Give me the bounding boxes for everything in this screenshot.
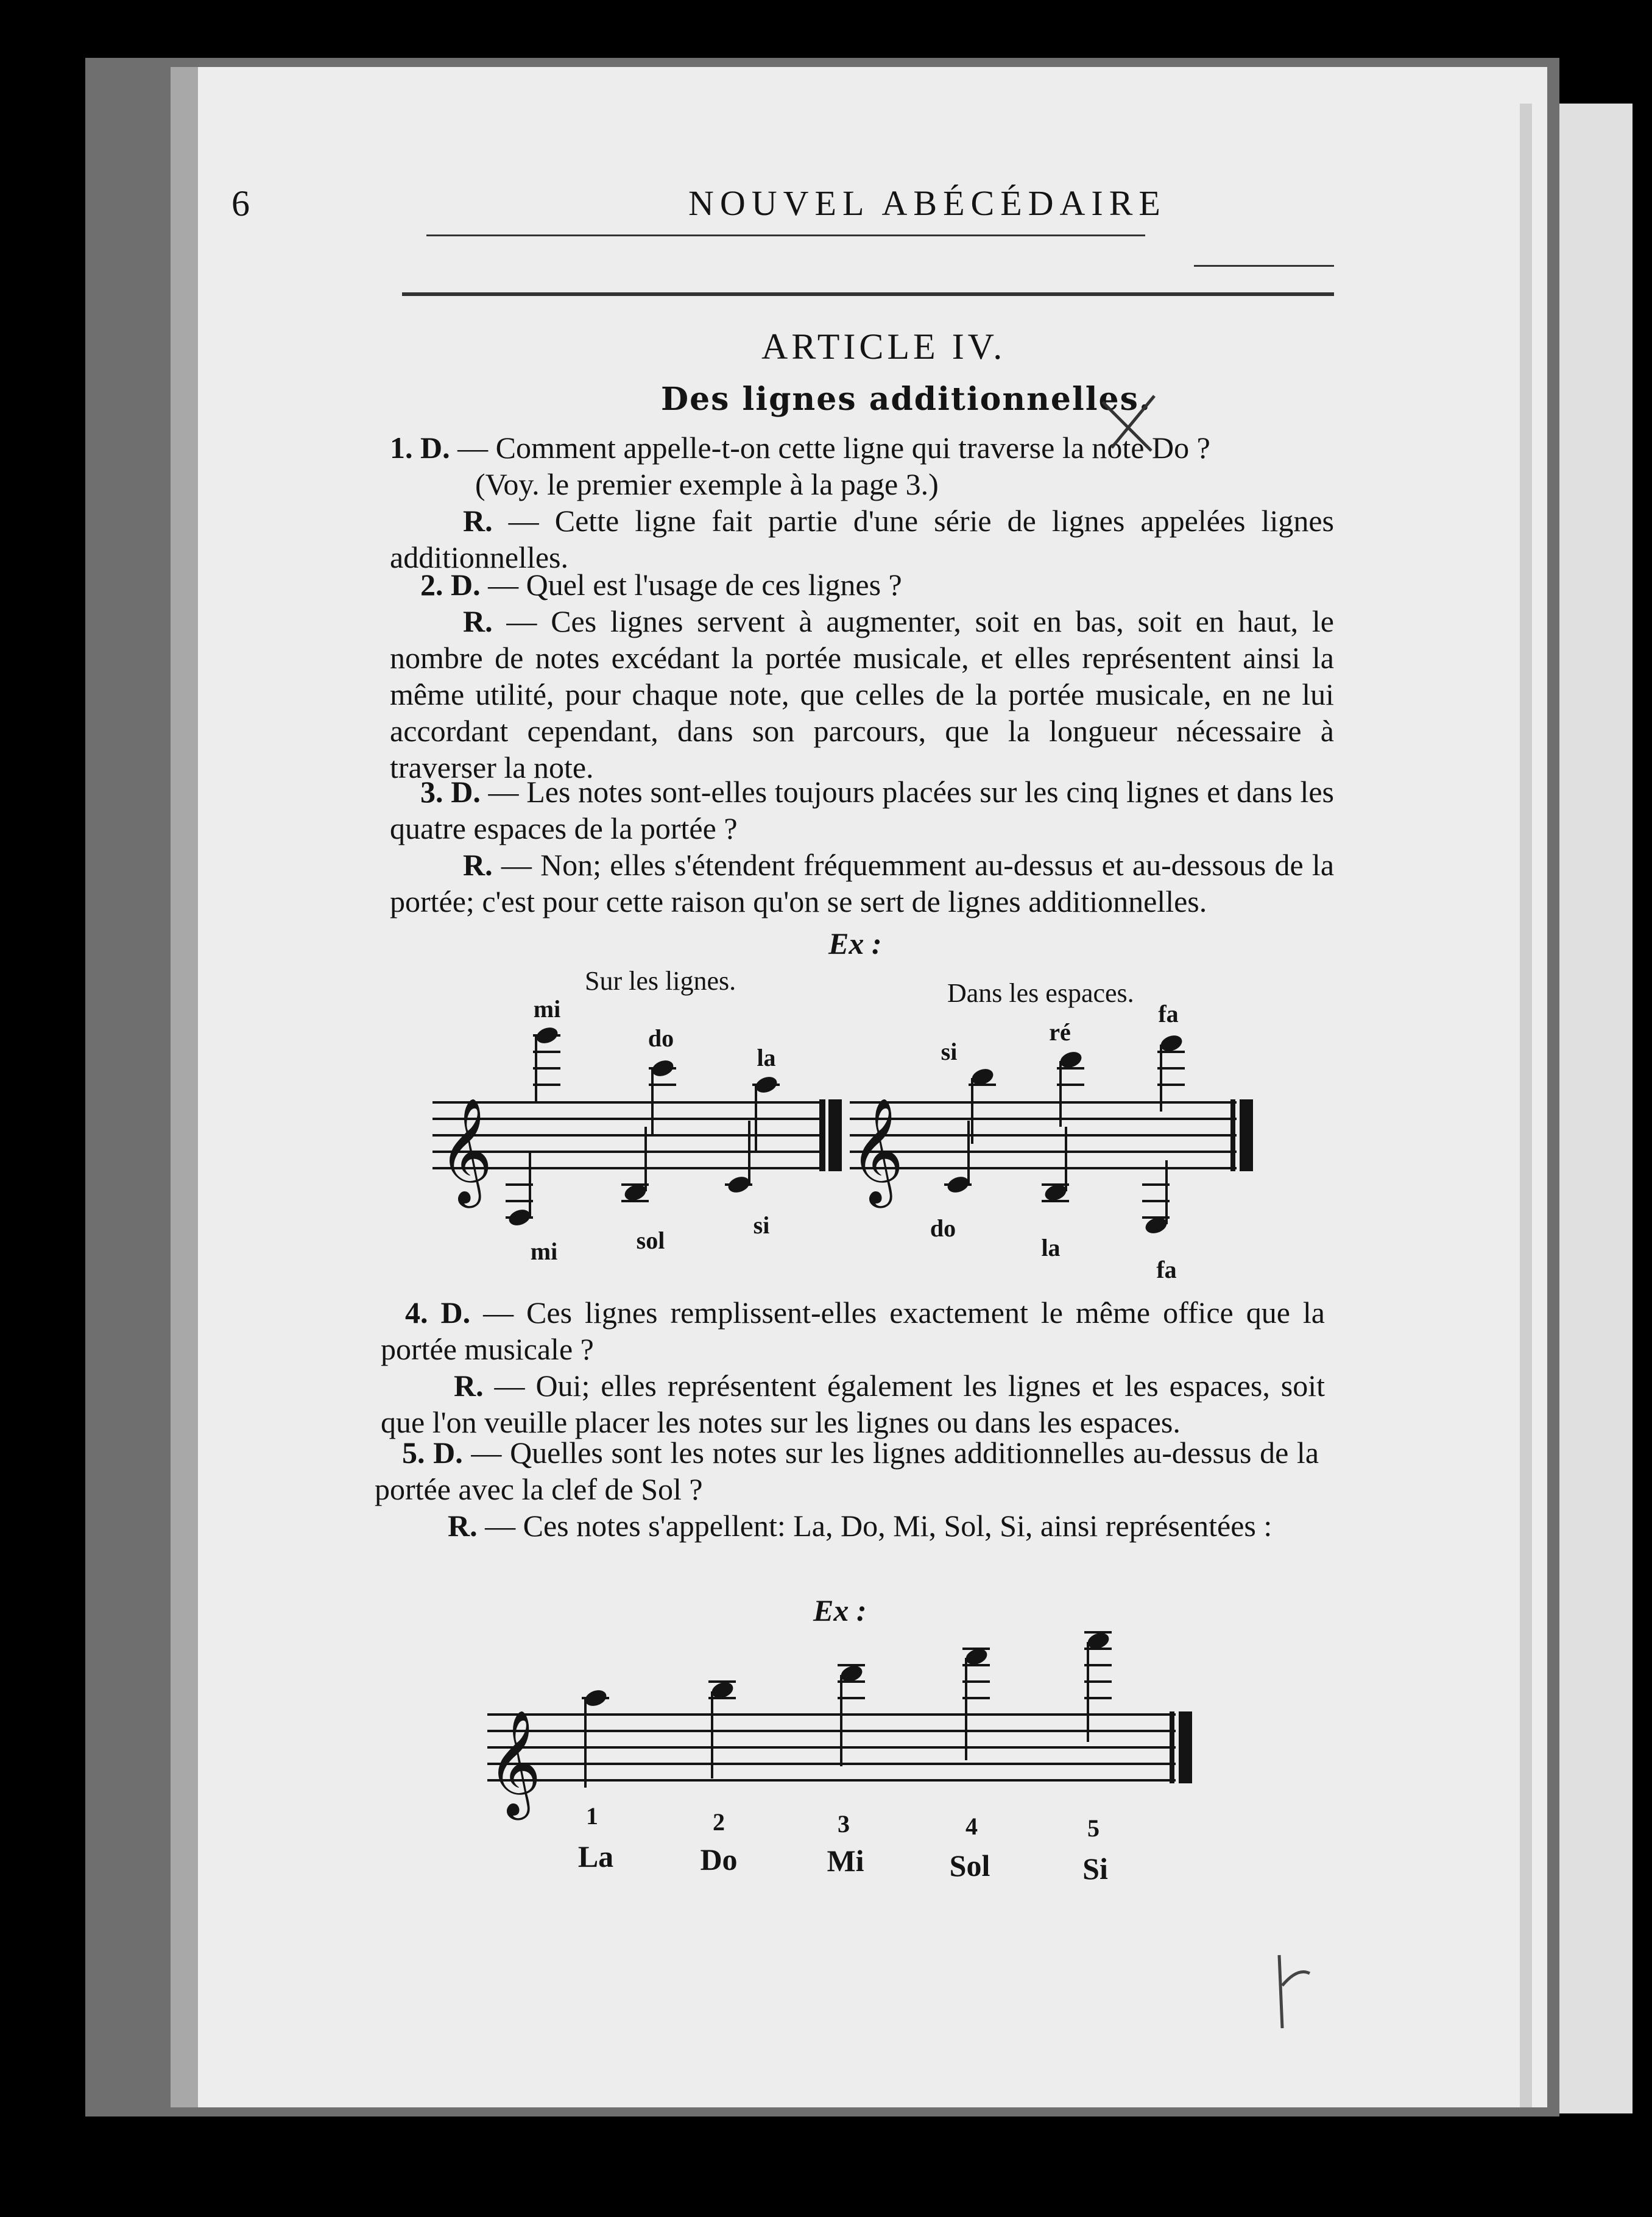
example-2-staff [475,1620,1206,1900]
note-name-do: Do [700,1842,738,1877]
note-si-below [725,1121,752,1195]
staff-lines-in-spaces [850,1102,1237,1168]
caption-on-lines: Sur les lignes. [585,966,736,996]
running-title: NOUVEL ABÉCÉDAIRE [688,183,1167,223]
note-fa-space-above [1157,1033,1185,1112]
qa-3 [390,774,1334,920]
treble-clef-icon: 𝄞 [439,1098,493,1204]
label-la-space: la [1041,1234,1061,1261]
note-mi-above [533,1025,560,1102]
question-lead: 3. D. [420,775,481,809]
note-number-2: 2 [713,1808,725,1836]
label-fa-space-below: fa [1156,1256,1177,1283]
article-subtitle: Des lignes additionnelles. [661,381,1151,418]
note-name-sol: Sol [949,1849,990,1883]
example-1-label: Ex : [828,926,882,960]
answer-label: R. [463,504,493,538]
answer-label: R. [448,1509,478,1543]
final-bar-thin [1230,1099,1235,1171]
answer-text: — Cette ligne fait partie d'une série de lignes appelées lignes additionnelles. [390,504,1334,574]
label-si-below: si [753,1211,770,1239]
article-title: ARTICLE IV. [761,326,1006,367]
note-mi-below [506,1151,533,1228]
note-4-sol [962,1646,990,1760]
qa-1 [390,429,1334,576]
page-gutter [171,67,198,2107]
note-do-above [649,1058,676,1135]
note-fa-space-below [1142,1160,1170,1236]
header-rule-top [426,234,1145,236]
answer-label: R. [463,604,493,638]
answer-text: — Non; elles s'étendent fréquemment au-dessus et au-dessous de la portée; c'est pour cette raison qu'on se sert de lignes additionnelles. [390,848,1335,918]
example-2-label: Ex : [813,1593,867,1627]
note-name-mi: Mi [827,1844,864,1878]
staff-lines [487,1715,1176,1780]
note-la-above [752,1074,780,1152]
note-sol-below [621,1127,649,1203]
label-fa-space-above: fa [1158,1000,1179,1027]
note-1-la [582,1688,609,1788]
note-5-si [1084,1630,1112,1742]
answer-text: — Ces lignes servent à augmenter, soit en bas, soit en haut, le nombre de notes excédant la portée musicale, et elles représentent ainsi la même utilité, pour chaque note, que celles de la portée musicale, en ne lui accordant cependant, dans son parcours, que la longueur nécessaire à traverser la note. [390,604,1335,784]
answer-text: — Ces notes s'appellent: La, Do, Mi, Sol, Si, ainsi représentées : [485,1509,1273,1543]
double-bar-thin [819,1099,825,1171]
question-lead: 1. D. [390,431,450,465]
question-text: — Ces lignes remplissent-elles exactement le même office que la portée musicale ? [381,1295,1325,1366]
note-number-3: 3 [838,1810,850,1838]
answer-text: — Oui; elles représentent également les lignes et les espaces, soit que l'on veuille placer les notes sur les lignes ou dans les espaces. [381,1369,1325,1439]
reference-text: (Voy. le premier exemple à la page 3.) [475,467,939,501]
question-text: — Quelles sont les notes sur les lignes additionnelles au-dessus de la portée avec la clef de Sol ? [375,1436,1319,1506]
header-rule-bottom [402,292,1334,296]
qa-2 [390,566,1334,786]
note-name-si: Si [1082,1852,1108,1886]
final-bar-thick [1240,1099,1253,1171]
handwritten-x-mark [1096,390,1170,463]
adjacent-page [1559,104,1633,2113]
final-bar-thin [1170,1711,1174,1783]
qa-4 [381,1294,1325,1440]
double-bar-thick [828,1099,842,1171]
label-la-above: la [757,1044,776,1071]
question-lead: 2. D. [420,568,481,602]
page-number: 6 [231,183,250,224]
note-la-space [1042,1127,1069,1203]
treble-clef-icon: 𝄞 [487,1710,542,1816]
question-text: — Les notes sont-elles toujours placées sur les cinq lignes et dans les quatre espaces de la portée ? [390,775,1334,845]
example-1-staves [420,999,1285,1291]
note-number-5: 5 [1087,1814,1100,1842]
qa-5 [375,1434,1319,1544]
note-do-space [944,1121,972,1195]
adjacent-page-edge [1520,104,1532,2107]
question-text: — Quel est l'usage de ces lignes ? [488,568,902,602]
question-text: — Comment appelle-t-on cette ligne qui traverse la note Do ? [457,431,1210,465]
note-number-1: 1 [586,1802,598,1830]
note-re-space [1057,1049,1084,1127]
label-do-space: do [930,1214,956,1242]
header-rule-right [1194,265,1334,267]
handwritten-stroke-mark [1267,1949,1316,2034]
note-number-4: 4 [965,1813,978,1840]
question-lead: 5. D. [402,1436,463,1470]
label-re-space: ré [1049,1018,1071,1046]
note-name-la: La [577,1839,614,1873]
label-si-space: si [941,1038,958,1065]
caption-in-spaces: Dans les espaces. [947,978,1134,1008]
answer-label: R. [454,1369,484,1403]
label-mi-below: mi [530,1238,558,1265]
treble-clef-icon: 𝄞 [850,1098,904,1204]
label-mi-above: mi [533,999,561,1023]
note-si-space [969,1066,996,1144]
question-lead: 4. D. [405,1295,471,1330]
final-bar-thick [1179,1711,1192,1783]
label-do-above: do [648,1024,674,1052]
label-sol-below: sol [636,1227,665,1254]
answer-label: R. [463,848,493,882]
